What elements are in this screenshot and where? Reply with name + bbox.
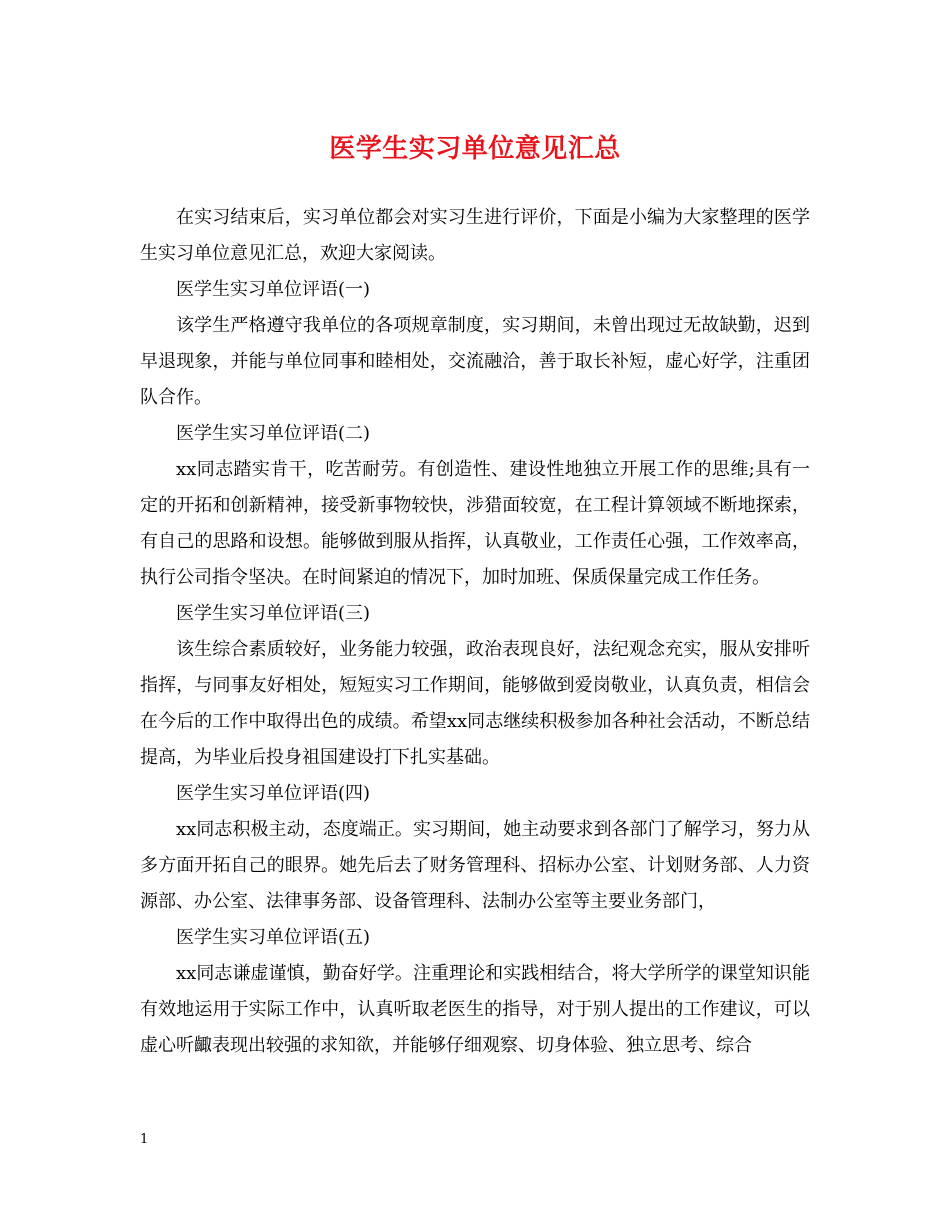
- intro-paragraph: 在实习结束后，实习单位都会对实习生进行评价，下面是小编为大家整理的医学生实习单位意见汇总，欢迎大家阅读。: [140, 207, 810, 264]
- section-heading: 医学生实习单位评语(三): [176, 603, 371, 624]
- page-number: 1: [140, 1132, 149, 1147]
- section-heading: 医学生实习单位评语(四): [176, 783, 371, 804]
- section-paragraph: xx同志踏实肯干，吃苦耐劳。有创造性、建设性地独立开展工作的思维;具有一定的开拓和创新精神，接受新事物较快，涉猎面较宽，在工程计算领域不断地探索，有自己的思路和设想。能够做到服从指挥，认真敬业，工作责任心强，工作效率高，执行公司指令坚决。在时间紧迫的情况下，加时加班、保质保量完成工作任务。: [140, 459, 810, 588]
- section-paragraph: 该生综合素质较好，业务能力较强，政治表现良好，法纪观念充实，服从安排听指挥，与同事友好相处，短短实习工作期间，能够做到爱岗敬业，认真负责，相信会在今后的工作中取得出色的成绩。希望xx同志继续积极参加各种社会活动，不断总结提高，为毕业后投身祖国建设打下扎实基础。: [140, 639, 810, 768]
- section-heading: 医学生实习单位评语(一): [176, 279, 371, 300]
- document-body: [140, 200, 810, 1064]
- section-paragraph: 该学生严格遵守我单位的各项规章制度，实习期间，未曾出现过无故缺勤，迟到早退现象，并能与单位同事和睦相处，交流融洽，善于取长补短，虚心好学，注重团队合作。: [140, 315, 810, 408]
- document-title: 医学生实习单位意见汇总: [329, 134, 621, 164]
- section-paragraph: xx同志谦虚谨慎，勤奋好学。注重理论和实践相结合，将大学所学的课堂知识能有效地运用于实际工作中，认真听取老医生的指导，对于别人提出的工作建议，可以虚心听齱表现出较强的求知欲，并能够仔细观察、切身体验、独立思考、综合: [140, 963, 810, 1056]
- section-paragraph: xx同志积极主动，态度端正。实习期间，她主动要求到各部门了解学习，努力从多方面开拓自己的眼界。她先后去了财务管理科、招标办公室、计划财务部、人力资源部、办公室、法律事务部、设备管理科、法制办公室等主要业务部门，: [140, 819, 810, 912]
- section-heading: 医学生实习单位评语(二): [176, 423, 371, 444]
- section-heading: 医学生实习单位评语(五): [176, 927, 371, 948]
